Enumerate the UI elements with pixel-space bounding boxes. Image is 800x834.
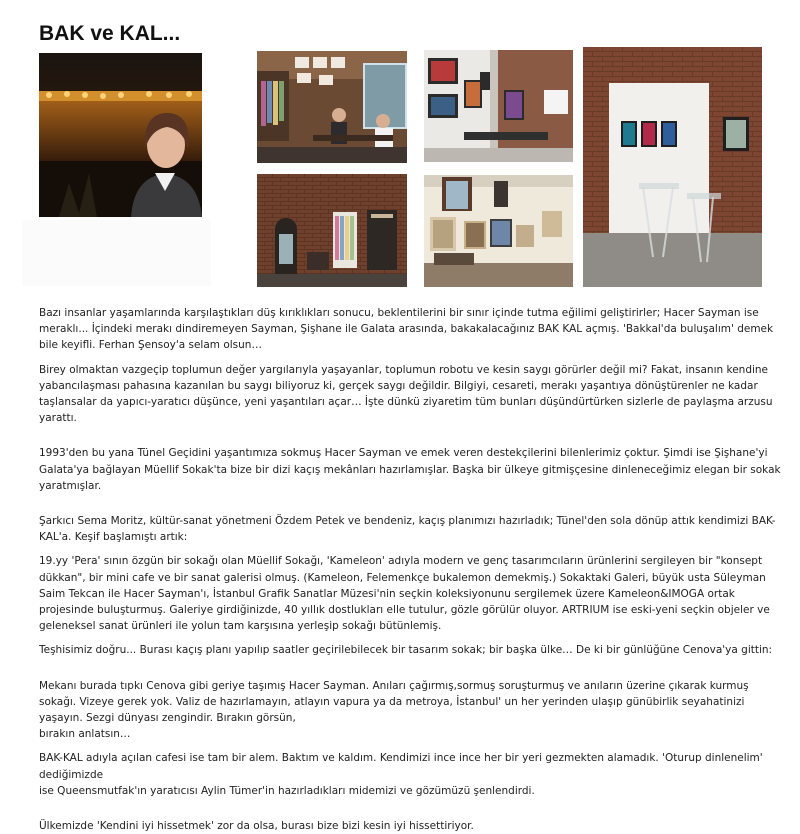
gallery-walls-photo — [424, 175, 573, 287]
article-paragraph-8-line-a: BAK-KAL adıyla açılan cafesi ise tam bir alem. Baktım ve kaldım. Kendimizi ince ince her bir yeri gezmekten alamadık. 'Oturup dinlenelim' dediğimizde — [39, 752, 763, 781]
article-paragraph-5: 19.yy 'Pera' sının özgün bir sokağı olan Müellif Sokağı, 'Kameleon' adıyla modern ve genç tasarımcıların ürünlerini sergileyen bir "konsept dükkan", bir mini cafe ve bir sanat galerisi olmuş. (Kameleon, Felemenkçe bukalemon demekmiş.) Sokaktaki Galeri, büyük usta Süleyman Saim Tekcan ile Hacer Sayman'ı, İstanbul Grafik Sanatlar Müzesi'nin seçkin koleksiyonunu sergilemek üzere Kameleon&IMOGA ortak projesinde buluşturmuş. Galeriye girdiğinizde, 40 yıllık dostlukları elle tutulur, gözle görülür oluyor. ARTRIUM ise eski-yeni seçkin objeler ve geleneksel sanat ürünleri ile yolun tam karşısına yerleşip sokağı bütünlemiş. — [39, 555, 770, 633]
brick-hall-photo — [583, 47, 762, 287]
article-paragraph-7-line-b: bırakın anlatsın… — [39, 728, 131, 741]
article-paragraph-2: Birey olmaktan vazgeçip toplumun değer yargılarıyla yaşayanlar, toplumun robotu ve kesin saygı görürler değil mi? Fakat, insanın kendine yabancılaşması pahasına kazanılan bu saygı biliyoruz ki, gerçek saygı değildir. Bilgiyi, cesareti, merakı yaşantıya dönüştürenler ne kadar taşlansalar da yapıcı-yaratıcı düşünce, yeni yaşantıları açar… İşte dünkü ziyaretim tüm bunları düşündürtürken sizlerle de paylaşma arzusu yarattı. — [39, 363, 773, 425]
article-paragraph-6: Teşhisimiz doğru... Burası kaçış planı yapılıp saatler geçirilebilecek bir tasarım sokak; bir başka ülke… De ki bir günlüğüne Cenova'ya gittin: — [39, 644, 773, 657]
article-paragraph-3: 1993'den bu yana Tünel Geçidini yaşantımıza sokmuş Hacer Sayman ve emek veren destekçilerini bilenlerimiz çoktur. Şimdi ise Şişhane'yi Galata'ya bağlayan Müellif Sokak'ta bize bir dizi kaçış mekânları hazırlamışlar. Başka bir ülkeye gitmişçesine dinleneceğimiz elegan bir sokak yaratmışlar. — [39, 447, 781, 492]
portrait-photo — [39, 53, 202, 217]
caption-box — [22, 220, 211, 286]
article-paragraph-8-line-b: ise Queensmutfak'ın yaratıcısı Aylin Tümer'in hazırladıkları midemizi ve gözümüzü şenlendirdi. — [39, 784, 535, 797]
article-paragraph-1: Bazı insanlar yaşamlarında karşılaştıkları düş kırıklıkları sonucu, beklentilerini bir sınır içinde tutma eğilimi geliştirirler; Hacer Sayman ise meraklı... İçindeki merakı dindiremeyen Sayman, Şişhane ile Galata arasında, bakakalacağınız BAK KAL açmış. 'Bakkal'da buluşalım' demek bile keyifli. Ferhan Şensoy'a selam olsun… — [39, 307, 774, 352]
article-body — [39, 305, 784, 834]
gallery-photo — [424, 50, 573, 162]
page-title: BAK ve KAL... — [39, 22, 181, 45]
article-paragraph-7-line-a: Mekanı burada tıpkı Cenova gibi geriye taşımış Hacer Sayman. Anıları çağırmış,sormuş soruşturmuş ve anıların üzerine çıkarak kurmuş sokağı. Vizeye gerek yok. Valiz de hazırlamayın, atlayın vapura ya da metroya, İstanbul' un her yerinden ulaşıp günübirlik seyahatinizi yaşayın. Sezgi dünyası zengindir. Bırakın görsün, — [39, 679, 749, 725]
cafe-interior-photo — [257, 51, 407, 163]
article-paragraph-4: Şarkıcı Sema Moritz, kültür-sanat yönetmeni Özdem Petek ve bendeniz, kaçış planımızı hazırladık; Tünel'den sola dönüp attık kendimizi BAK-KAL'a. Keşif başlamıştı artık: — [39, 515, 776, 544]
article-paragraph-7 — [39, 678, 784, 743]
shop-photo — [257, 174, 407, 287]
article-paragraph-9: Ülkemizde 'Kendini iyi hissetmek' zor da olsa, burası bize bizi kesin iyi hissettiriyor. — [39, 820, 474, 833]
article-paragraph-8 — [39, 750, 784, 799]
